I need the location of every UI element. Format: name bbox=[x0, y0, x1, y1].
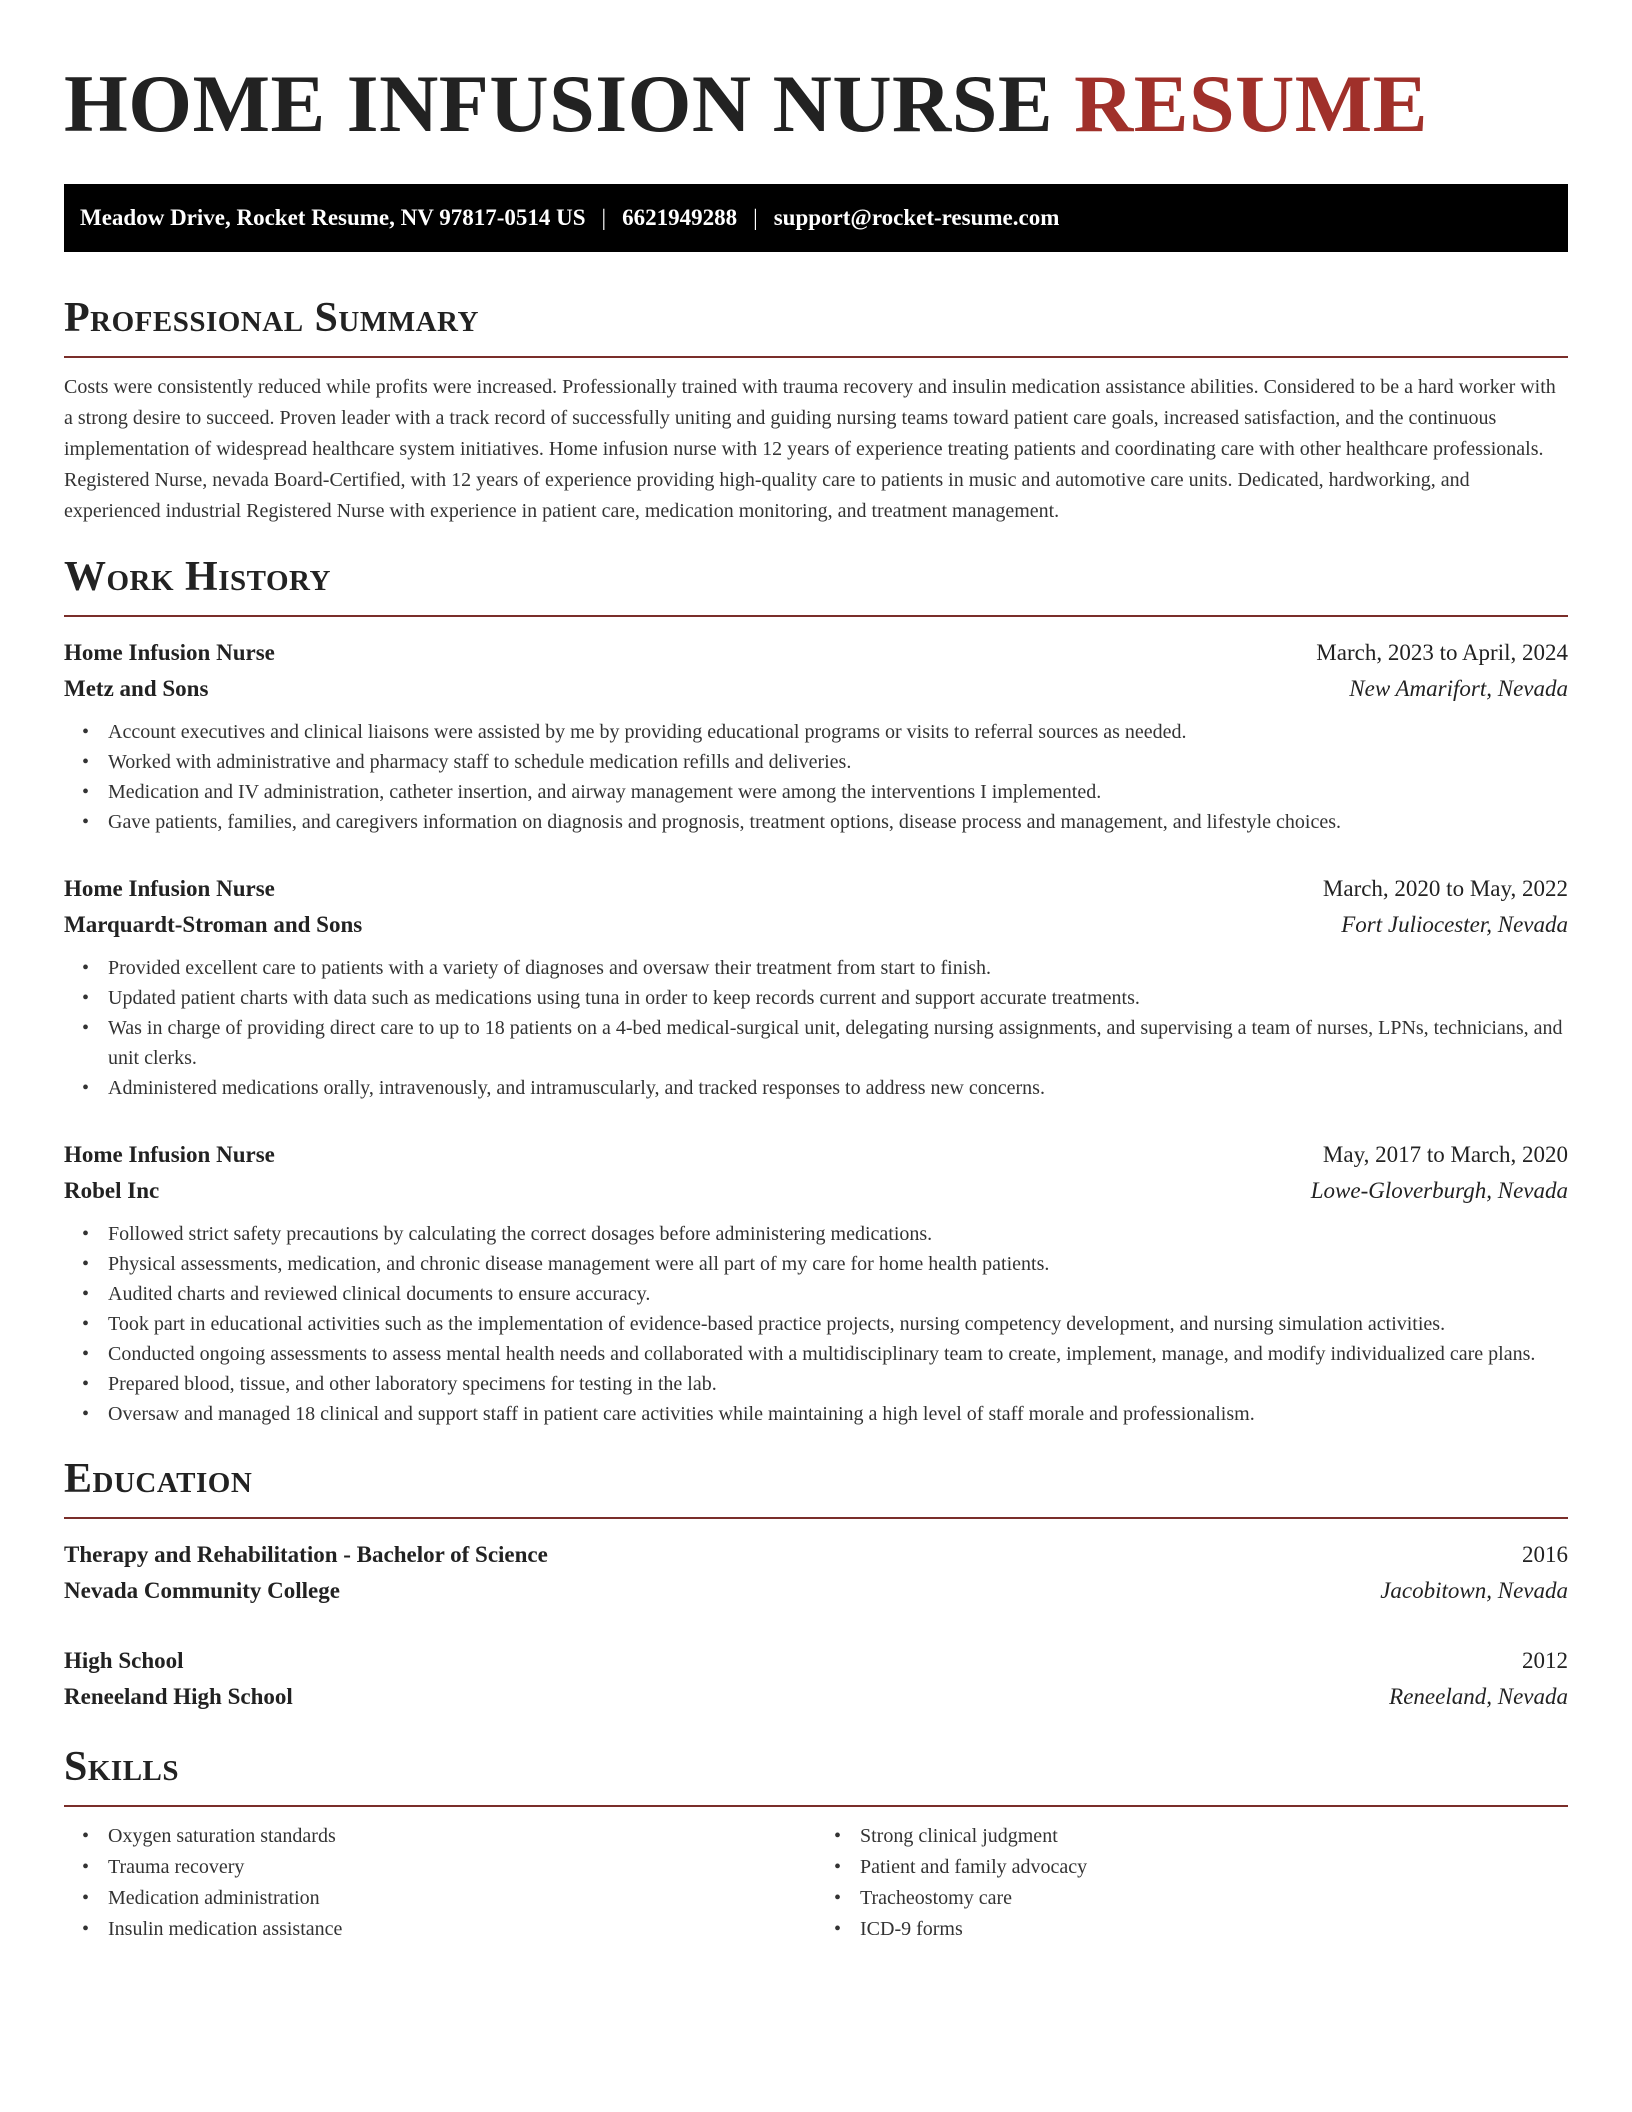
education-school: Reneeland High School bbox=[64, 1684, 293, 1709]
job-location: Lowe-Gloverburgh, Nevada bbox=[1310, 1178, 1568, 1203]
section-heading-skills: Skills bbox=[64, 1743, 1568, 1807]
job-dates: March, 2023 to April, 2024 bbox=[1316, 640, 1568, 665]
job-bullets bbox=[64, 1219, 1568, 1429]
job-bullet: • Worked with administrative and pharmacy staff to schedule medication refills and deliveries. bbox=[108, 747, 1568, 777]
job-entry bbox=[64, 635, 1568, 837]
contact-phone[interactable]: 6621949288 bbox=[622, 205, 738, 230]
skill-item: • Patient and family advocacy bbox=[860, 1852, 1568, 1883]
job-header-row bbox=[64, 1137, 1568, 1173]
job-entry bbox=[64, 1137, 1568, 1429]
job-bullet: • Account executives and clinical liaisons were assisted by me by providing educational programs or visits to referral sources as needed. bbox=[108, 717, 1568, 747]
section-heading-work-history: Work History bbox=[64, 553, 1568, 617]
skills-column-left bbox=[64, 1821, 816, 1945]
job-bullet: • Took part in educational activities such as the implementation of evidence-based practice projects, nursing competency development, and nursing simulation activities. bbox=[108, 1309, 1568, 1339]
education-school: Nevada Community College bbox=[64, 1578, 340, 1603]
job-company-row bbox=[64, 1173, 1568, 1209]
job-company-row bbox=[64, 671, 1568, 707]
title-main: HOME INFUSION NURSE bbox=[64, 58, 1054, 149]
job-title: Home Infusion Nurse bbox=[64, 876, 275, 901]
job-bullets bbox=[64, 953, 1568, 1103]
skill-item: • Medication administration bbox=[108, 1883, 816, 1914]
contact-separator: | bbox=[753, 205, 758, 230]
education-location: Jacobitown, Nevada bbox=[1380, 1578, 1568, 1603]
job-location: New Amarifort, Nevada bbox=[1349, 676, 1568, 701]
job-dates: May, 2017 to March, 2020 bbox=[1322, 1142, 1568, 1167]
education-degree-row bbox=[64, 1537, 1568, 1573]
job-bullets bbox=[64, 717, 1568, 837]
resume-title bbox=[64, 58, 1568, 149]
skill-item: • Trauma recovery bbox=[108, 1852, 816, 1883]
resume-page bbox=[64, 0, 1568, 1945]
job-bullet: • Audited charts and reviewed clinical documents to ensure accuracy. bbox=[108, 1279, 1568, 1309]
job-bullet: • Was in charge of providing direct care to up to 18 patients on a 4-bed medical-surgical unit, delegating nursing assignments, and supervising a team of nurses, LPNs, technicians, and unit clerks. bbox=[108, 1013, 1568, 1073]
title-accent: RESUME bbox=[1074, 58, 1428, 149]
job-title: Home Infusion Nurse bbox=[64, 640, 275, 665]
job-bullet: • Oversaw and managed 18 clinical and support staff in patient care activities while maintaining a high level of staff morale and professionalism. bbox=[108, 1399, 1568, 1429]
contact-email[interactable]: support@rocket-resume.com bbox=[773, 205, 1060, 230]
contact-bar bbox=[64, 184, 1568, 252]
job-bullet: • Physical assessments, medication, and chronic disease management were all part of my care for home health patients. bbox=[108, 1249, 1568, 1279]
education-degree-row bbox=[64, 1643, 1568, 1679]
job-title: Home Infusion Nurse bbox=[64, 1142, 275, 1167]
skill-item: • Oxygen saturation standards bbox=[108, 1821, 816, 1852]
job-bullet: • Followed strict safety precautions by calculating the correct dosages before administering medications. bbox=[108, 1219, 1568, 1249]
summary-text: Costs were consistently reduced while profits were increased. Professionally trained with trauma recovery and insulin medication assistance abilities. Considered to be a hard worker with a strong desire to succeed. Proven leader with a track record of successfully uniting and guiding nursing teams toward patient care goals, increased satisfaction, and the continuous implementation of widespread healthcare system initiatives. Home infusion nurse with 12 years of experience treating patients and coordinating care with other healthcare professionals. Registered Nurse, nevada Board-Certified, with 12 years of experience providing high-quality care to patients in music and automotive care units. Dedicated, hardworking, and experienced industrial Registered Nurse with experience in patient care, medication monitoring, and treatment management. bbox=[64, 376, 1556, 522]
education-school-row bbox=[64, 1679, 1568, 1715]
section-heading-education: Education bbox=[64, 1455, 1568, 1519]
skill-item: • Tracheostomy care bbox=[860, 1883, 1568, 1914]
section-heading-summary: Professional Summary bbox=[64, 294, 1568, 358]
skill-item: • ICD-9 forms bbox=[860, 1914, 1568, 1945]
skill-item: • Insulin medication assistance bbox=[108, 1914, 816, 1945]
education-degree: Therapy and Rehabilitation - Bachelor of Science bbox=[64, 1542, 548, 1567]
job-company: Metz and Sons bbox=[64, 676, 209, 701]
job-header-row bbox=[64, 635, 1568, 671]
skills-grid bbox=[64, 1821, 1568, 1945]
job-bullet: • Administered medications orally, intravenously, and intramuscularly, and tracked responses to address new concerns. bbox=[108, 1073, 1568, 1103]
job-header-row bbox=[64, 871, 1568, 907]
job-company: Marquardt-Stroman and Sons bbox=[64, 912, 363, 937]
education-entry bbox=[64, 1537, 1568, 1609]
job-company: Robel Inc bbox=[64, 1178, 160, 1203]
contact-separator: | bbox=[601, 205, 607, 230]
education-location: Reneeland, Nevada bbox=[1389, 1684, 1568, 1709]
education-school-row bbox=[64, 1573, 1568, 1609]
job-dates: March, 2020 to May, 2022 bbox=[1322, 876, 1568, 901]
education-year: 2012 bbox=[1522, 1648, 1568, 1673]
job-bullet: • Conducted ongoing assessments to assess mental health needs and collaborated with a multidisciplinary team to create, implement, manage, and modify individualized care plans. bbox=[108, 1339, 1568, 1369]
contact-address: Meadow Drive, Rocket Resume, NV 97817-0514 US bbox=[80, 205, 586, 230]
job-entry bbox=[64, 871, 1568, 1103]
job-bullet: • Medication and IV administration, catheter insertion, and airway management were among the interventions I implemented. bbox=[108, 777, 1568, 807]
education-degree: High School bbox=[64, 1648, 184, 1673]
job-bullet: • Gave patients, families, and caregivers information on diagnosis and prognosis, treatment options, disease process and management, and lifestyle choices. bbox=[108, 807, 1568, 837]
education-year: 2016 bbox=[1522, 1542, 1568, 1567]
job-bullet: • Updated patient charts with data such as medications using tuna in order to keep records current and support accurate treatments. bbox=[108, 983, 1568, 1013]
job-bullet: • Prepared blood, tissue, and other laboratory specimens for testing in the lab. bbox=[108, 1369, 1568, 1399]
education-entry bbox=[64, 1643, 1568, 1715]
skill-item: • Strong clinical judgment bbox=[860, 1821, 1568, 1852]
job-location: Fort Juliocester, Nevada bbox=[1341, 912, 1568, 937]
job-bullet: • Provided excellent care to patients with a variety of diagnoses and oversaw their treatment from start to finish. bbox=[108, 953, 1568, 983]
job-company-row bbox=[64, 907, 1568, 943]
skills-column-right bbox=[816, 1821, 1568, 1945]
